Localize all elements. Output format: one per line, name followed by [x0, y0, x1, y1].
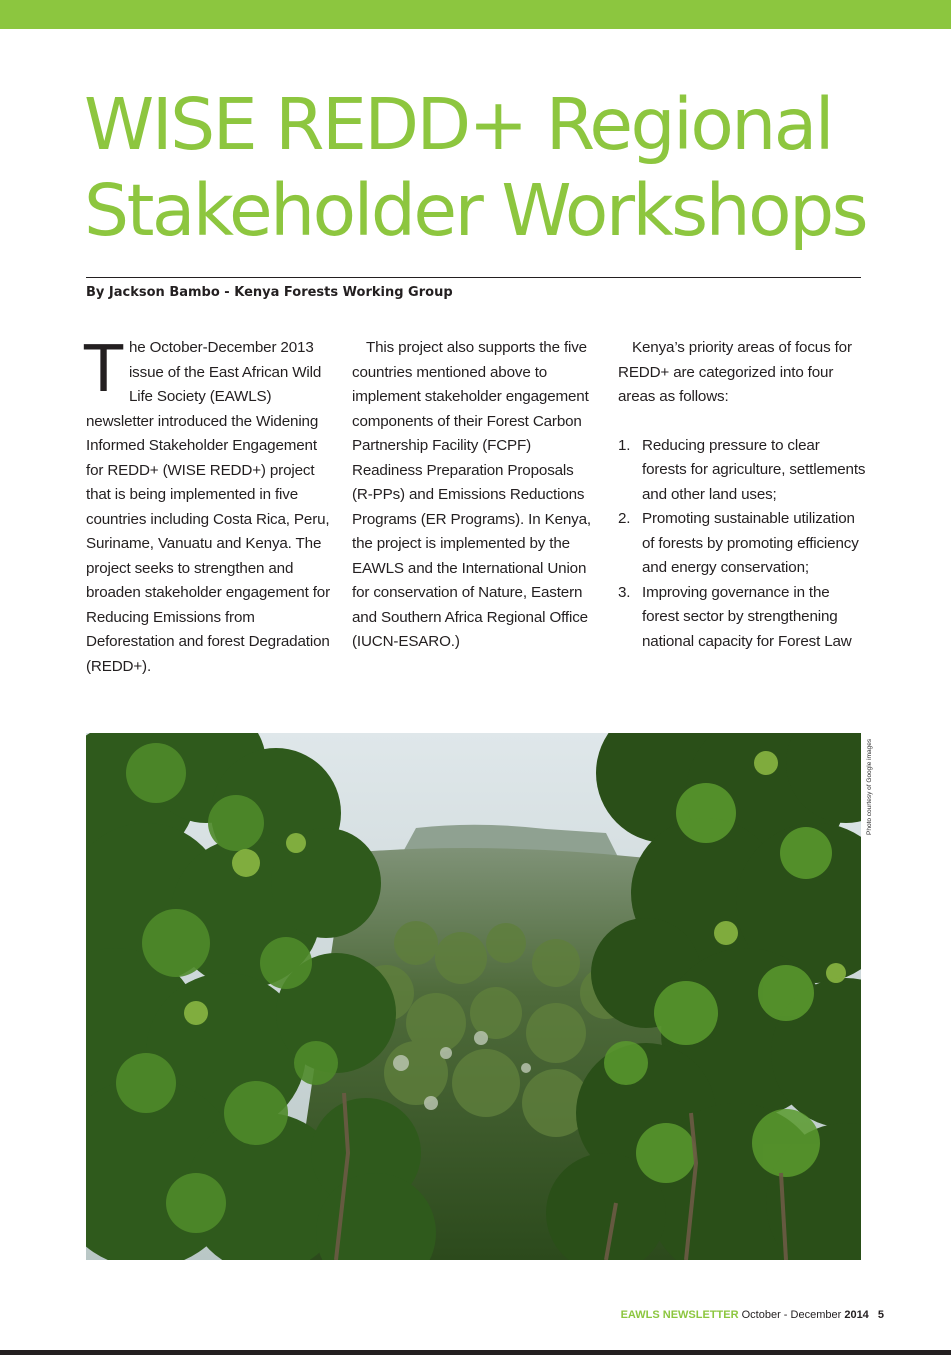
article-column-3 — [618, 336, 868, 654]
forest-photo — [86, 733, 861, 1260]
footer-brand: EAWLS NEWSLETTER — [620, 1309, 739, 1321]
article-title — [84, 82, 904, 254]
bottom-border — [0, 1350, 951, 1355]
article-column-2 — [352, 336, 592, 655]
list-item — [618, 507, 868, 581]
footer-year: 2014 — [844, 1309, 869, 1321]
footer-period: October - December — [741, 1309, 842, 1321]
title-line-2: Stakeholder Workshops — [84, 169, 867, 252]
list-item-text: Improving governance in the forest sector by strengthening national capacity for Forest Law — [642, 583, 852, 650]
list-item — [618, 581, 868, 655]
drop-cap: T — [84, 333, 123, 407]
column-3-intro: Kenya’s priority areas of focus for REDD+ are categorized into four areas as follows: — [618, 339, 852, 405]
list-item-text: Reducing pressure to clear forests for agriculture, settlements and other land uses; — [642, 436, 866, 503]
column-2-text: This project also supports the five countries mentioned above to implement stakeholder engagement components of their Forest Carbon Partnership Facility (FCPF) Readiness Preparation Proposals (R-PPs) and Emissions Reductions Programs (ER Programs). In Kenya, the project is implemented by the EAWLS and the International Union for conservation of Nature, Eastern and Southern Africa Regional Office (IUCN-ESARO.) — [352, 339, 591, 650]
photo-credit: Photo courtesy of Google images — [866, 738, 873, 835]
title-line-1: WISE REDD+ Regional — [84, 83, 833, 166]
list-number: 3. — [618, 583, 631, 601]
list-number: 1. — [618, 436, 631, 454]
page-number: 5 — [877, 1309, 884, 1321]
title-divider — [86, 277, 861, 278]
priority-areas-list — [618, 434, 868, 655]
page-footer — [621, 1308, 884, 1322]
list-item-text: Promoting sustainable utilization of forests by promoting efficiency and energy conservation; — [642, 510, 859, 576]
article-column-1 — [84, 333, 331, 679]
list-item — [618, 434, 868, 508]
list-number: 2. — [618, 510, 631, 527]
column-1-text: he October-December 2013 issue of the East African Wild Life Society (EAWLS) newsletter introduced the Widening Informed Stakeholder Engagement for REDD+ (WISE REDD+) project that is being implemented in five countries including Costa Rica, Peru, Suriname, Vanuatu and Kenya. The project seeks to strengthen and broaden stakeholder engagement for Reducing Emissions from Deforestation and forest Degradation (REDD+). — [86, 339, 330, 675]
top-accent-bar — [0, 0, 951, 29]
byline: By Jackson Bambo - Kenya Forests Working Group — [86, 285, 453, 300]
